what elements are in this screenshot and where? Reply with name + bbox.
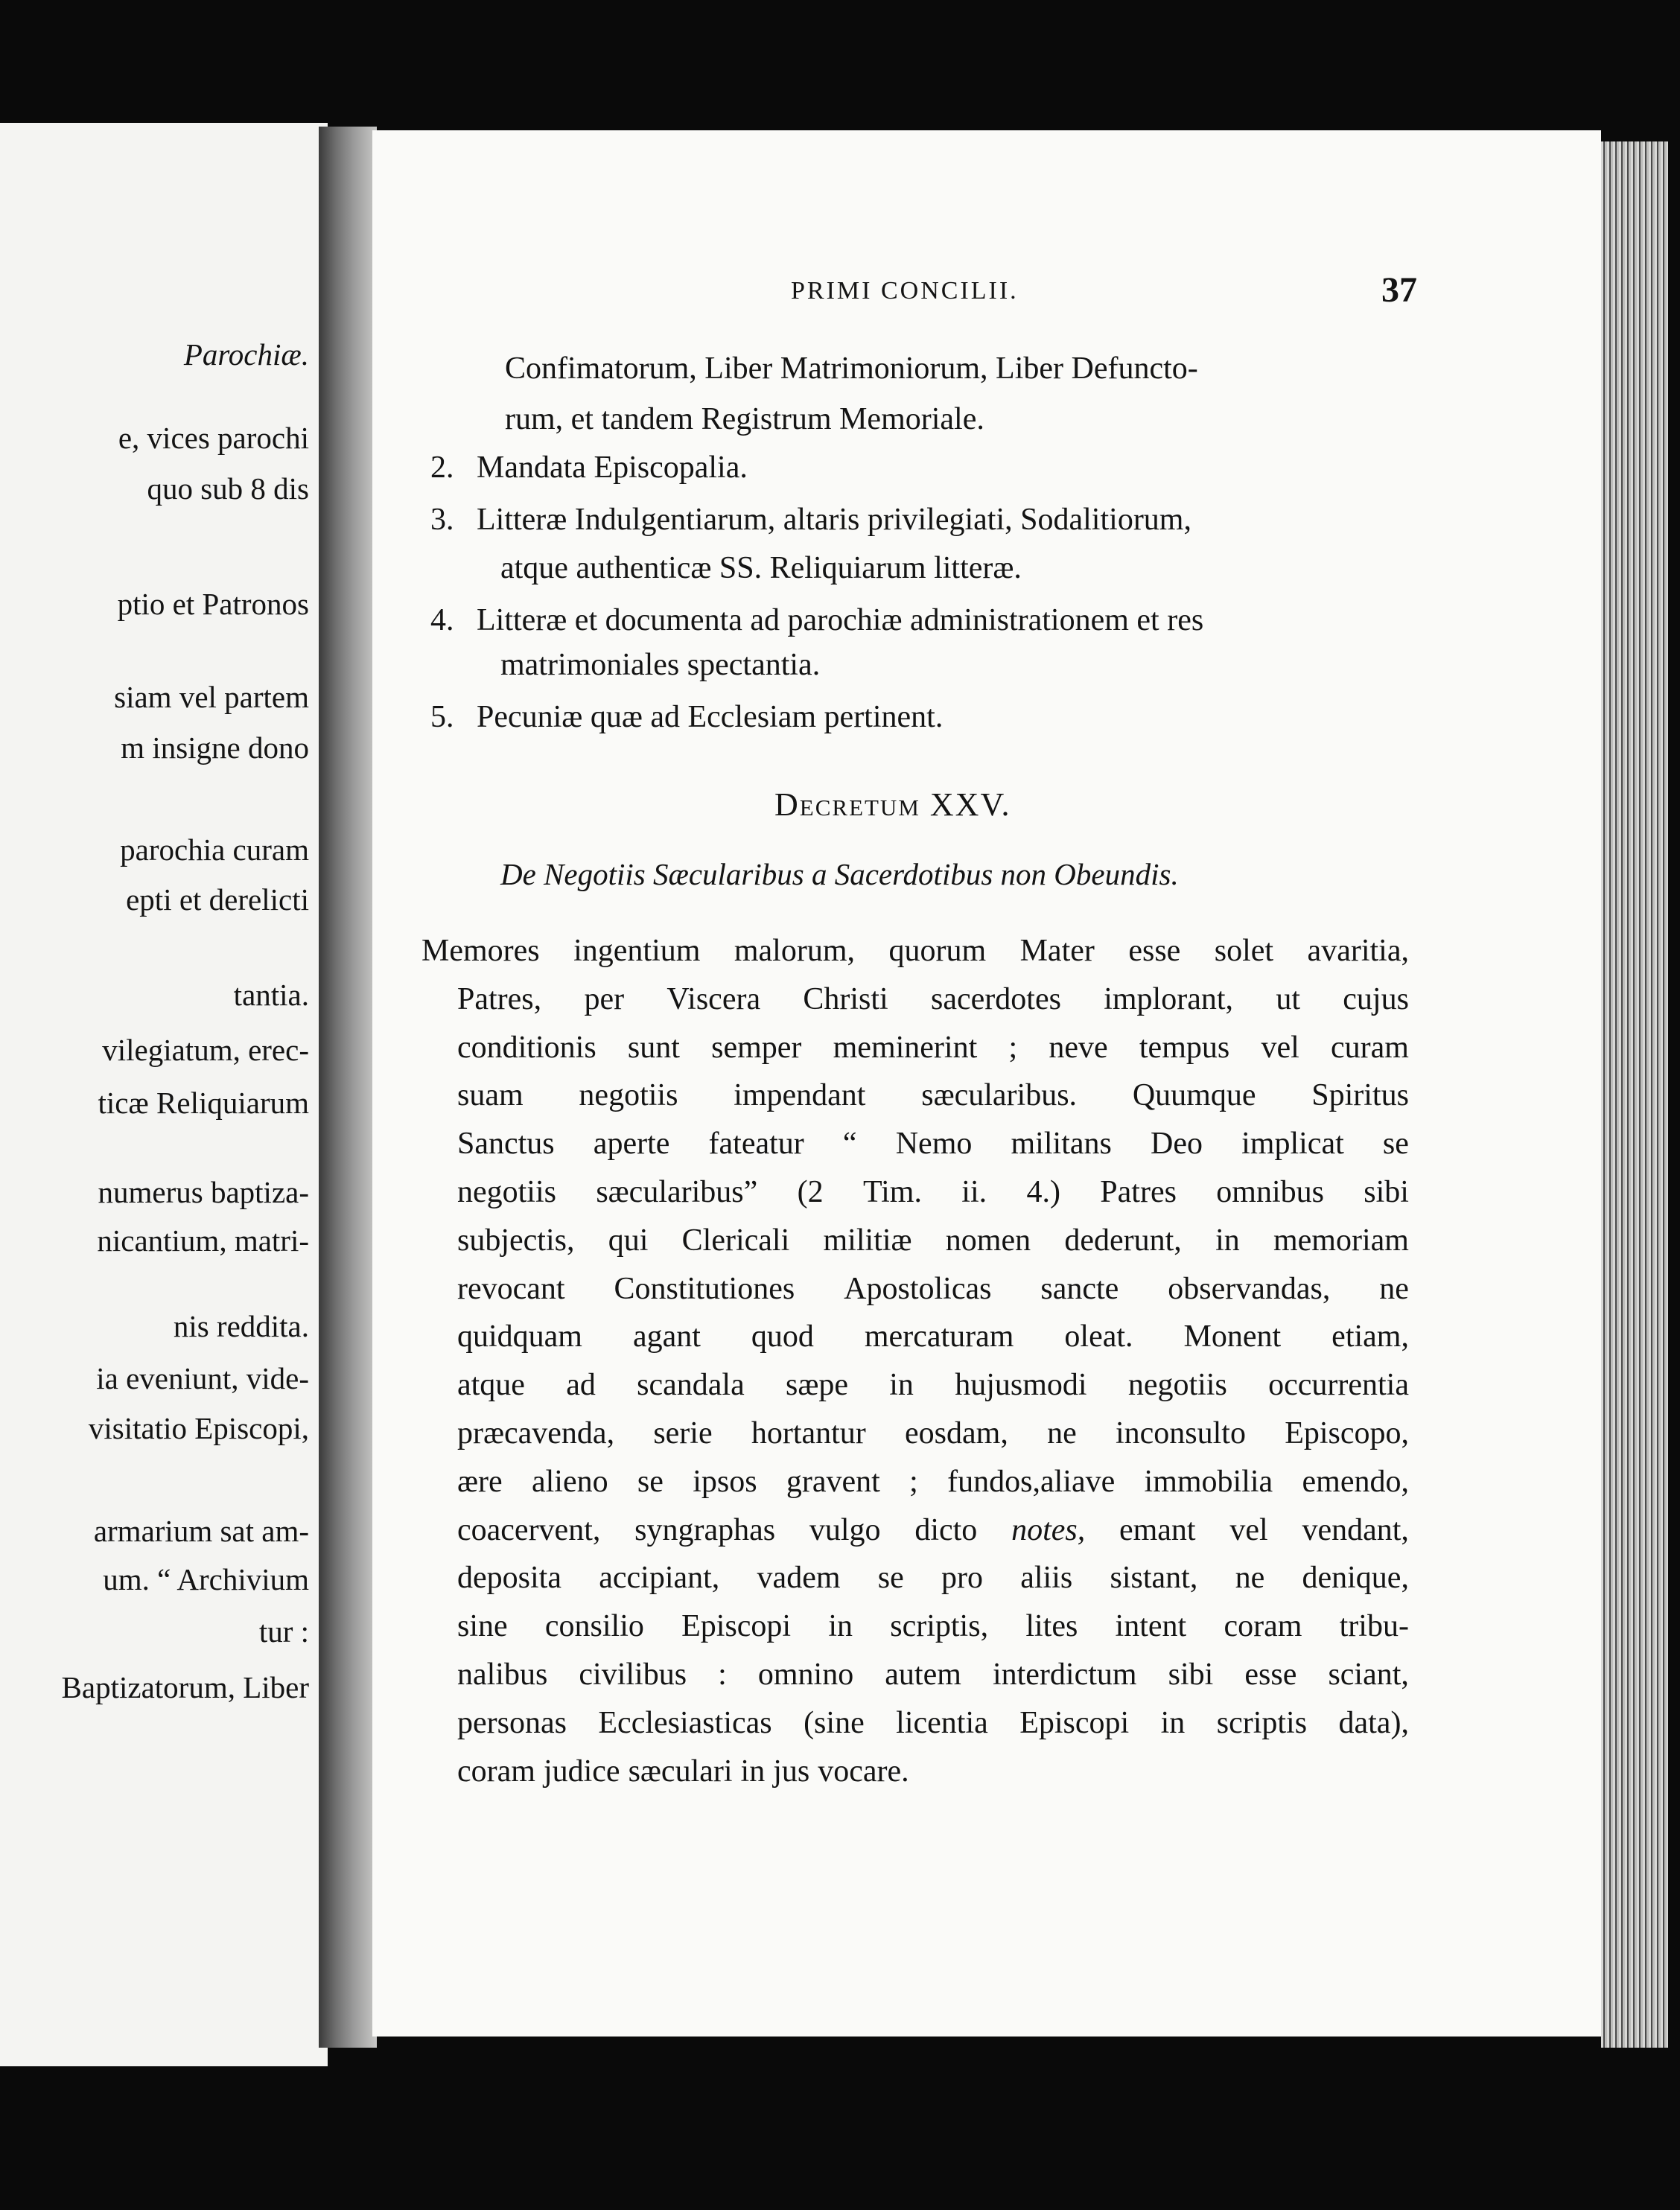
paragraph-word: tempus [1139, 1031, 1230, 1065]
paragraph-word: per [584, 982, 625, 1016]
paragraph-word: nomen [945, 1223, 1031, 1258]
paragraph-word: vel [1229, 1513, 1268, 1547]
paragraph-word: Sanctus [457, 1127, 555, 1161]
paragraph-word: ipsos [693, 1465, 757, 1499]
left-page-line: ia eveniunt, vide- [96, 1361, 309, 1395]
paragraph-word: denique, [1302, 1561, 1409, 1595]
paragraph-word: consilio [544, 1609, 644, 1643]
paragraph-word: accipiant, [599, 1561, 720, 1595]
paragraph-word: in [1215, 1223, 1240, 1258]
decree-title [774, 786, 1011, 824]
left-page-line: nicantium, matri- [97, 1223, 309, 1258]
paragraph-word: omnino [757, 1658, 854, 1692]
paragraph-word: Nemo [895, 1127, 973, 1161]
paragraph-word: Christi [803, 982, 888, 1016]
paragraph-word: negotiis [1127, 1368, 1227, 1402]
paragraph-word: sibi [1168, 1658, 1214, 1692]
paragraph-word: sancte [1040, 1272, 1119, 1306]
paragraph-word: avaritia, [1307, 934, 1409, 968]
paragraph-line [457, 1270, 1409, 1308]
paragraph-word: (sine [804, 1706, 865, 1740]
list-item-text: Litteræ Indulgentiarum, altaris privilegiati, Sodalitiorum, [477, 503, 1191, 537]
paragraph-word: 4.) [1026, 1175, 1060, 1209]
left-page-line: m insigne dono [121, 730, 309, 765]
paragraph-word: sæculari [628, 1754, 733, 1789]
paragraph-word: neve [1049, 1031, 1108, 1065]
paragraph-word: Apostolicas [844, 1272, 992, 1306]
left-page-line: visitatio Episcopi, [88, 1411, 309, 1445]
paragraph-line [457, 1029, 1409, 1066]
paragraph-word: semper [711, 1031, 802, 1065]
running-head: PRIMI CONCILII. [791, 277, 1019, 305]
left-page-line: ticæ Reliquiarum [98, 1086, 309, 1120]
paragraph-word: tribu- [1339, 1609, 1409, 1643]
paragraph-line [457, 1174, 1409, 1211]
paragraph-word: coacervent, [457, 1513, 601, 1547]
paragraph-word: subjectis, [457, 1223, 575, 1258]
paragraph-word: suam [457, 1078, 524, 1112]
paragraph-word: memoriam [1273, 1223, 1409, 1258]
paragraph-word: quidquam [457, 1319, 582, 1354]
left-page-line: um. “ Archivium [103, 1562, 309, 1596]
left-page-line: epti et derelicti [126, 882, 309, 917]
paragraph-word: in [1160, 1706, 1186, 1740]
paragraph-word: conditionis [457, 1031, 596, 1065]
paragraph-word: in [889, 1368, 914, 1402]
paragraph-line [457, 1125, 1409, 1162]
paragraph-word: emendo, [1302, 1465, 1409, 1499]
paragraph-word: Deo [1151, 1127, 1203, 1161]
left-page-line: tantia. [233, 978, 309, 1012]
left-page-line: tur : [258, 1614, 309, 1649]
paragraph-word: sistant, [1110, 1561, 1198, 1595]
paragraph-word: Episcopi [1019, 1706, 1130, 1740]
paragraph-word: ad [566, 1368, 596, 1402]
paragraph-word: coram [1224, 1609, 1302, 1643]
list-item-text: matrimoniales spectantia. [500, 648, 821, 682]
list-item-5 [430, 698, 943, 736]
paragraph-word: negotiis [579, 1078, 678, 1112]
paragraph-line [457, 1753, 1409, 1790]
paragraph-word: meminerint [833, 1031, 978, 1065]
page-edge [1601, 141, 1668, 2048]
paragraph-word: personas [457, 1706, 567, 1740]
paragraph-word: immobilia [1144, 1465, 1273, 1499]
paragraph-word: dederunt, [1064, 1223, 1182, 1258]
left-page-line: armarium sat am- [93, 1514, 309, 1548]
paragraph-word: fateatur [708, 1127, 804, 1161]
gutter-shadow [319, 127, 377, 2048]
list-item-number: 5. [430, 700, 454, 734]
paragraph-word: impendant [734, 1078, 866, 1112]
paragraph-word: scriptis [1216, 1706, 1308, 1740]
paragraph-word: Patres, [457, 982, 542, 1016]
paragraph-word: militans [1011, 1127, 1112, 1161]
left-page-line: Parochiæ. [183, 337, 309, 372]
paragraph-word: in [740, 1754, 766, 1789]
paragraph-word: aliis [1020, 1561, 1073, 1595]
paragraph-line [457, 1366, 1409, 1404]
paragraph-line [457, 1559, 1409, 1596]
decree-title-text: Decretum XXV. [774, 786, 1011, 823]
paragraph-word: mercaturam [864, 1319, 1014, 1354]
paragraph-word: fundos,aliave [947, 1465, 1116, 1499]
list-item-text: Mandata Episcopalia. [477, 450, 748, 485]
paragraph-word: syngraphas [634, 1513, 776, 1547]
left-page-line: Baptizatorum, Liber [61, 1670, 309, 1704]
list-item-number: 4. [430, 603, 454, 637]
paragraph-word: observandas, [1168, 1272, 1331, 1306]
paragraph-word: sæpe [786, 1368, 848, 1402]
paragraph-word: implicat [1241, 1127, 1344, 1161]
paragraph-word: dicto [914, 1513, 978, 1547]
left-page-line: vilegiatum, erec- [102, 1033, 309, 1067]
paragraph-word: Mater [1019, 934, 1095, 968]
paragraph-word: emant [1119, 1513, 1196, 1547]
paragraph-word: nalibus [457, 1658, 548, 1692]
paragraph-word: sciant, [1328, 1658, 1409, 1692]
paragraph-word: ; [1008, 1031, 1018, 1065]
paragraph-word: Quumque [1132, 1078, 1256, 1112]
paragraph-line [457, 1704, 1409, 1742]
paragraph-line [457, 1318, 1409, 1355]
list-item-3 [430, 501, 1191, 538]
paragraph-word: gravent [786, 1465, 880, 1499]
paragraph-word: negotiis [457, 1175, 556, 1209]
paragraph-word: agant [632, 1319, 701, 1354]
paragraph-word: in [828, 1609, 853, 1643]
paragraph-word: sacerdotes [931, 982, 1061, 1016]
paragraph-word: Episcopo, [1285, 1416, 1409, 1450]
list-item-number: 2. [430, 450, 454, 485]
paragraph-word: hortantur [751, 1416, 866, 1450]
paragraph-word: revocant [457, 1272, 565, 1306]
paragraph-word: jus [773, 1754, 810, 1789]
paragraph-word: deposita [457, 1561, 561, 1595]
paragraph-word: vulgo [809, 1513, 881, 1547]
paragraph-word: vocare. [818, 1754, 909, 1789]
paragraph-word: oleat. [1064, 1319, 1133, 1354]
left-page-line: numerus baptiza- [98, 1175, 309, 1209]
paragraph-word: etiam, [1331, 1319, 1409, 1354]
list-item-text: Litteræ et documenta ad parochiæ administrationem et res [477, 603, 1204, 637]
paragraph-word: ingentium [573, 934, 701, 968]
paragraph-word: civilibus [579, 1658, 687, 1692]
paragraph-line [457, 1608, 1409, 1645]
list-continuation-line: Confimatorum, Liber Matrimoniorum, Liber Defuncto- [505, 351, 1198, 386]
paragraph-word: Ecclesiasticas [598, 1706, 772, 1740]
paragraph-line [457, 1222, 1409, 1259]
paragraph-word: ne [1379, 1272, 1409, 1306]
paragraph-word: se [877, 1561, 904, 1595]
paragraph-word: Constitutiones [614, 1272, 795, 1306]
paragraph-word: Tim. [862, 1175, 922, 1209]
paragraph-word: scandala [637, 1368, 745, 1402]
paragraph-word: sæcularibus. [921, 1078, 1078, 1112]
paragraph-word: serie [653, 1416, 713, 1450]
paragraph-word: pro [941, 1561, 983, 1595]
paragraph-word: ut [1276, 982, 1300, 1016]
paragraph-word: Clericali [681, 1223, 790, 1258]
paragraph-word: implorant, [1104, 982, 1234, 1016]
paragraph-word: esse [1244, 1658, 1297, 1692]
paragraph-line [457, 1415, 1409, 1452]
paragraph-word: Patres [1100, 1175, 1177, 1209]
paragraph-word: qui [608, 1223, 649, 1258]
paragraph-word: lites [1025, 1609, 1078, 1643]
paragraph-word: vadem [757, 1561, 841, 1595]
paragraph-word: sine [457, 1609, 508, 1643]
list-item-number: 3. [430, 503, 454, 537]
paragraph-word: ; [909, 1465, 918, 1499]
paragraph-word: præcavenda, [457, 1416, 615, 1450]
decree-subtitle: De Negotiis Sæcularibus a Sacerdotibus non Obeundis. [500, 857, 1179, 891]
left-page-line: e, vices parochi [118, 421, 309, 455]
paragraph-word: malorum, [734, 934, 856, 968]
paragraph-word: ne [1047, 1416, 1077, 1450]
paragraph-word: occurrentia [1268, 1368, 1409, 1402]
paragraph-word: eosdam, [905, 1416, 1008, 1450]
paragraph-word: quorum [888, 934, 987, 968]
left-page-line: ptio et Patronos [117, 587, 309, 621]
left-page [0, 123, 328, 2066]
paragraph-line [421, 932, 1409, 969]
list-item-text: atque authenticæ SS. Reliquiarum litteræ. [500, 551, 1022, 585]
paragraph-word: (2 [797, 1175, 824, 1209]
paragraph-word: cujus [1343, 982, 1409, 1016]
paragraph-word: sibi [1364, 1175, 1409, 1209]
paragraph-line [457, 1077, 1409, 1114]
list-continuation-line: rum, et tandem Registrum Memoriale. [505, 402, 984, 436]
paragraph-word: se [1382, 1127, 1409, 1161]
paragraph-word: Memores [421, 934, 540, 968]
paragraph-word: autem [885, 1658, 961, 1692]
paragraph-word: solet [1214, 934, 1274, 968]
paragraph-word: ne [1235, 1561, 1265, 1595]
left-page-line: quo sub 8 dis [147, 471, 309, 506]
paragraph-word: “ [842, 1127, 857, 1161]
paragraph-word: Viscera [666, 982, 761, 1016]
paragraph-line [457, 1463, 1409, 1500]
paragraph-word: sæcularibus” [596, 1175, 758, 1209]
paragraph-word: Monent [1183, 1319, 1282, 1354]
paragraph-line [457, 1512, 1409, 1549]
paragraph-word: ære [457, 1465, 503, 1499]
paragraph-word: Spiritus [1311, 1078, 1409, 1112]
left-page-line: siam vel partem [114, 680, 309, 714]
list-item-text: Pecuniæ quæ ad Ecclesiam pertinent. [477, 700, 944, 734]
paragraph-word: ii. [961, 1175, 987, 1209]
paragraph-word: licentia [896, 1706, 988, 1740]
paragraph-word: notes, [1011, 1513, 1086, 1547]
list-item-2 [430, 449, 748, 486]
paragraph-word: aperte [593, 1127, 670, 1161]
paragraph-word: vel [1261, 1031, 1299, 1065]
paragraph-word: judice [543, 1754, 620, 1789]
paragraph-word: : [718, 1658, 727, 1692]
paragraph-word: atque [457, 1368, 525, 1402]
left-page-line: parochia curam [120, 832, 309, 867]
paragraph-word: curam [1330, 1031, 1409, 1065]
paragraph-word: sunt [627, 1031, 680, 1065]
paragraph-word: militiæ [823, 1223, 912, 1258]
paragraph-word: intent [1115, 1609, 1187, 1643]
paragraph-word: quod [751, 1319, 814, 1354]
paragraph-line [457, 981, 1409, 1018]
left-page-line: nis reddita. [173, 1309, 309, 1343]
paragraph-word: alieno [531, 1465, 608, 1499]
paragraph-word: coram [457, 1754, 535, 1789]
paragraph-word: interdictum [992, 1658, 1137, 1692]
list-item-4 [430, 602, 1203, 639]
paragraph-word: se [637, 1465, 664, 1499]
paragraph-word: omnibus [1216, 1175, 1324, 1209]
paragraph-word: data), [1338, 1706, 1409, 1740]
paragraph-word: hujusmodi [955, 1368, 1087, 1402]
paragraph-line [457, 1656, 1409, 1693]
paragraph-word: scriptis, [890, 1609, 989, 1643]
page-number: 37 [1381, 270, 1417, 310]
paragraph-word: Episcopi [681, 1609, 792, 1643]
paragraph-word: esse [1128, 934, 1181, 968]
paragraph-word: inconsulto [1115, 1416, 1246, 1450]
paragraph-word: vendant, [1302, 1513, 1409, 1547]
